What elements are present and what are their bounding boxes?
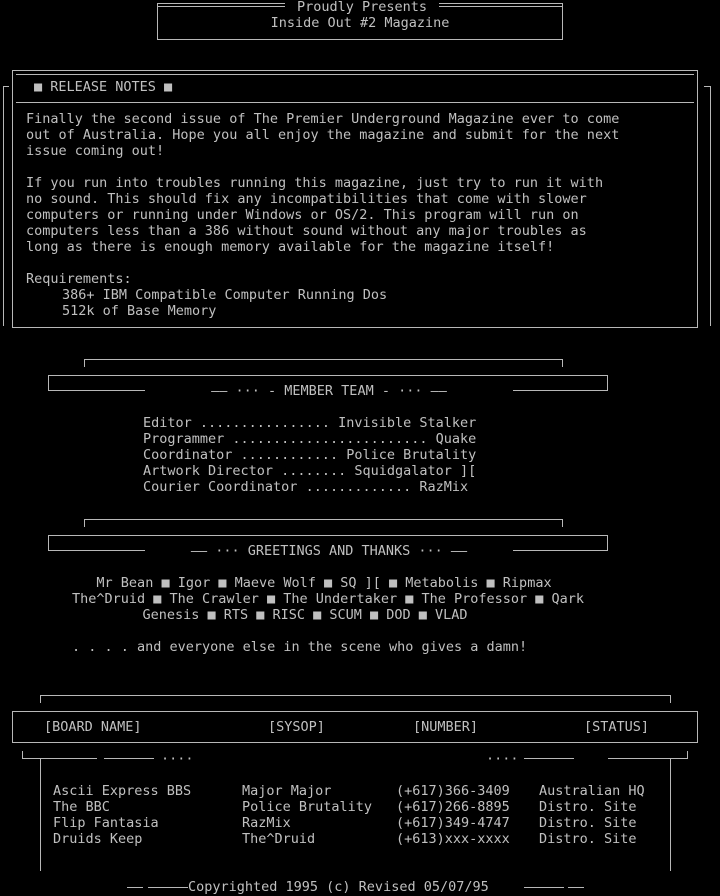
greetings-line: The^Druid ■ The Crawler ■ The Undertaker ■ The Professor ■ Qark: [71, 591, 585, 607]
member-dots: ........: [273, 463, 355, 479]
board-name: Ascii Express BBS: [53, 783, 192, 799]
member-name: Invisible Stalker: [338, 415, 477, 431]
magazine-title: Inside Out #2 Magazine: [270, 15, 450, 31]
member-dots: ........................: [224, 431, 436, 447]
copyright-text: Copyrighted 1995 (c) Revised 05/07/95: [188, 879, 489, 895]
header-presents: Proudly Presents: [285, 0, 439, 15]
member-role: Coordinator: [143, 447, 233, 463]
board-number: (+617)349-4747: [396, 815, 510, 831]
board-name: Druids Keep: [53, 831, 143, 847]
member-row: [143, 463, 484, 479]
board-header-status: [STATUS]: [584, 719, 650, 735]
member-team-title: —— ··· - MEMBER TEAM - ··· ——: [145, 383, 513, 399]
member-role: Courier Coordinator: [143, 479, 298, 495]
requirement-item: 386+ IBM Compatible Computer Running Dos: [62, 287, 388, 303]
requirement-item: 512k of Base Memory: [62, 303, 217, 319]
board-sysop: Major Major: [242, 783, 332, 799]
member-role: Programmer: [143, 431, 225, 447]
release-p2-line: long as there is enough memory available for the magazine itself!: [26, 239, 555, 255]
board-number: (+613)xxx-xxxx: [396, 831, 510, 847]
board-name: Flip Fantasia: [53, 815, 159, 831]
member-role: Artwork Director: [143, 463, 274, 479]
release-p1-line: out of Australia. Hope you all enjoy the magazine and submit for the next: [26, 127, 620, 143]
board-status: Distro. Site: [539, 799, 637, 815]
board-header-sysop: [SYSOP]: [268, 719, 325, 735]
member-name: Quake: [435, 431, 477, 447]
member-name: Squidgalator ][: [354, 463, 485, 479]
board-number: (+617)266-8895: [396, 799, 510, 815]
board-header-number: [NUMBER]: [413, 719, 479, 735]
member-row: [143, 415, 476, 431]
board-status: Australian HQ: [539, 783, 645, 799]
greetings-footer: . . . . and everyone else in the scene who gives a damn!: [72, 639, 528, 655]
release-p2-line: computers or running under Windows or OS/2. This program will run on: [26, 207, 579, 223]
member-dots: .............: [297, 479, 420, 495]
greetings-line: Mr Bean ■ Igor ■ Maeve Wolf ■ SQ ][ ■ Metabolis ■ Ripmax: [96, 575, 552, 591]
member-name: RazMix: [419, 479, 469, 495]
requirements-title: Requirements:: [26, 271, 132, 287]
greetings-title: —— ··· GREETINGS AND THANKS ··· ——: [145, 543, 513, 559]
member-row: [143, 447, 476, 463]
board-left-dots: ····: [161, 751, 194, 767]
greetings-line: Genesis ■ RTS ■ RISC ■ SCUM ■ DOD ■ VLAD: [142, 607, 468, 623]
board-number: (+617)366-3409: [396, 783, 510, 799]
board-name: The BBC: [53, 799, 110, 815]
board-status: Distro. Site: [539, 831, 637, 847]
board-sysop: The^Druid: [242, 831, 316, 847]
member-role: Editor: [143, 415, 192, 431]
member-row: [143, 431, 476, 447]
board-sysop: RazMix: [242, 815, 291, 831]
member-name: Police Brutality: [346, 447, 477, 463]
release-notes-title: ■ RELEASE NOTES ■: [34, 79, 173, 95]
board-sysop: Police Brutality: [242, 799, 373, 815]
board-header-name: [BOARD NAME]: [44, 719, 142, 735]
board-right-dots: ····: [486, 751, 519, 767]
release-p1-line: issue coming out!: [26, 143, 165, 159]
release-p2-line: If you run into troubles running this magazine, just try to run it with: [26, 175, 604, 191]
release-p1-line: Finally the second issue of The Premier Underground Magazine ever to come: [26, 111, 620, 127]
release-p2-line: no sound. This should fix any incompatibilities that come with slower: [26, 191, 587, 207]
member-dots: ............: [232, 447, 347, 463]
member-dots: ................: [191, 415, 339, 431]
member-row: [143, 479, 468, 495]
board-status: Distro. Site: [539, 815, 637, 831]
release-p2-line: computers less than a 386 without sound without any major troubles as: [26, 223, 587, 239]
